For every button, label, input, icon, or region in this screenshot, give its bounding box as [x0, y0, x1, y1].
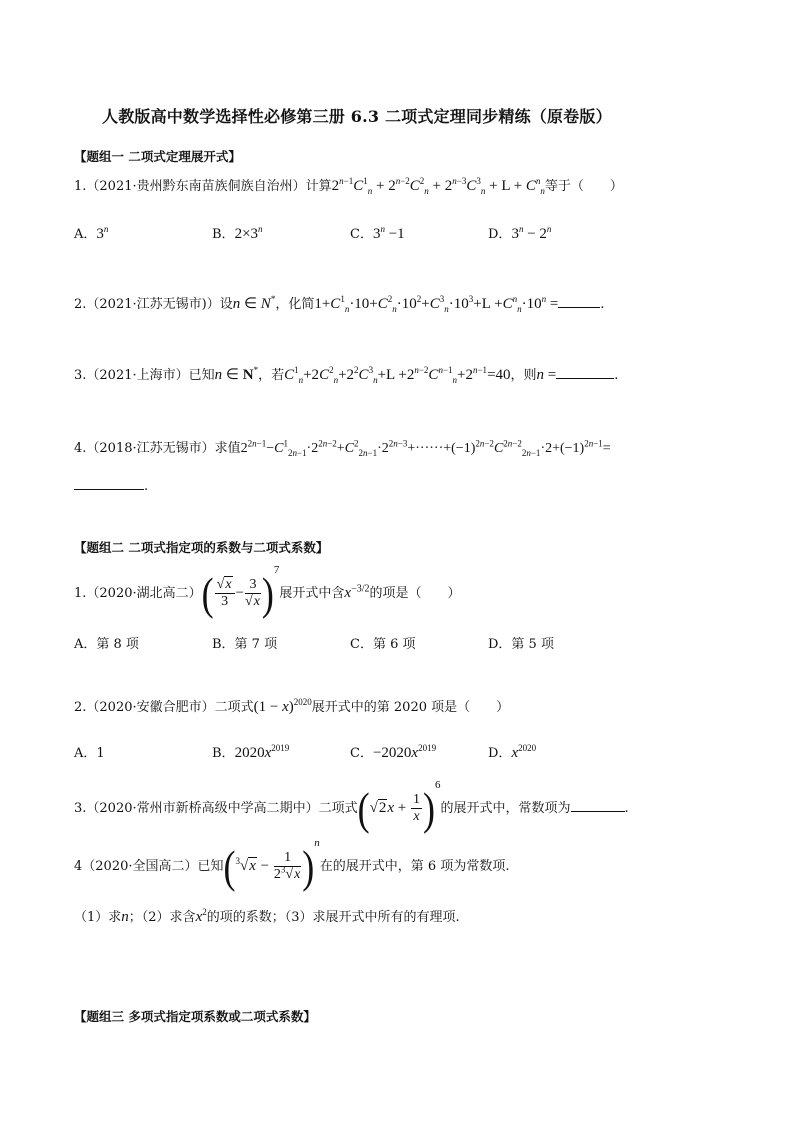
answer-blank[interactable] [74, 489, 144, 490]
answer-blank[interactable] [571, 811, 625, 812]
option-a: A．1 [74, 746, 105, 761]
option-a: A．第 8 项 [74, 637, 139, 652]
option-d: D．$3^n - 2^n$ [488, 224, 552, 242]
question-g1-q4-cont: . [74, 478, 148, 496]
section-heading-group2: 【题组二 二项式指定项的系数与二项式系数】 [74, 540, 329, 555]
section-heading-group3: 【题组三 多项式指定项系数或二项式系数】 [74, 1009, 316, 1024]
option-d: D．$x^{2020}$ [488, 743, 537, 761]
formula: $2^{n-1}C^1_n + 2^{n-2}C^2_n + 2^{n-3}C^3_n + L + C^n_n$ [331, 176, 545, 196]
question-g2-q4-parts: （1）求n；（2）求含$x^2$的项的系数；（3）求展开式中所有的有理项. [74, 907, 460, 925]
option-c: C．第 6 项 [350, 637, 416, 652]
option-c: C．$-2020x^{2019}$ [350, 743, 437, 761]
section-heading-group1: 【题组一 二项式定理展开式】 [74, 149, 241, 164]
question-g1-q1: 1.（2021·贵州黔东南苗族侗族自治州）计算$2^{n-1}C^1_n + 2^{n-2}C^2_n + 2^{n-3}C^3_n + L + C^n_n$等于（ ） [74, 176, 623, 196]
answer-blank[interactable] [558, 307, 600, 308]
page-title: 人教版高中数学选择性必修第三册 6.3 二项式定理同步精练（原卷版） [102, 107, 612, 126]
question-g2-q4: 4（2020·全国高二）已知($^3$√x − $\frac{1}{2^3√x}$ )$^n$在的展开式中，第 6 项为常数项. [74, 837, 510, 892]
option-b: B．第 7 项 [212, 637, 278, 652]
question-g1-q2: 2.（2021·江苏无锡市)）设n ∈ N*，化简$1+C^1_n\cdot 10+C^2_n\cdot 10^2+C^3_n\cdot 10^3+L +C^n_n\cdot 10^n$ = . [74, 294, 605, 314]
answer-blank[interactable] [556, 378, 614, 379]
question-g2-q2: 2.（2020·安徽合肥市）二项式$(1 - x)^{2020}$展开式中的第 2020 项是（ ） [74, 697, 510, 715]
question-g2-q1: 1.（2020·湖北高二）( $\frac{√x}{3}$ − $\frac{3}{√x}$ )$^7$展开式中含$x^{-3/2}$的项是（ ） [74, 564, 461, 619]
option-c: C．$3^n -1$ [350, 224, 405, 242]
option-b: B．$2020x^{2019}$ [212, 743, 290, 761]
option-b: B．$2\times 3^n$ [212, 224, 263, 242]
question-g1-q4: 4.（2018·江苏无锡市）求值$2^{2n-1}-C^1_{2n-1}\cdot 2^{2n-2}+C^2_{2n-1}\cdot 2^{2n-3}+\cdot\cdot\cdot\cdot\cdot\cdot+(-1)^{2n-2}C^{2n-2}_{2n-1}\cdot 2+(-1)^{2n-1}=$ [74, 438, 611, 458]
question-g1-q3: 3.（2021·上海市）已知n ∈ N*，若$C^1_n+2C^2_n+2^2C^3_n+L +2^{n-2}C^{n-1}_n+2^{n-1}=40$，则n = . [74, 365, 619, 385]
option-a: A．3$^n$ [74, 224, 109, 242]
option-d: D．第 5 项 [488, 637, 554, 652]
question-g2-q3: 3.（2020·常州市新桥高级中学高二期中）二项式(√2x + $\frac{1}{x}$ )$^6$的展开式中，常数项为 . [74, 779, 629, 834]
